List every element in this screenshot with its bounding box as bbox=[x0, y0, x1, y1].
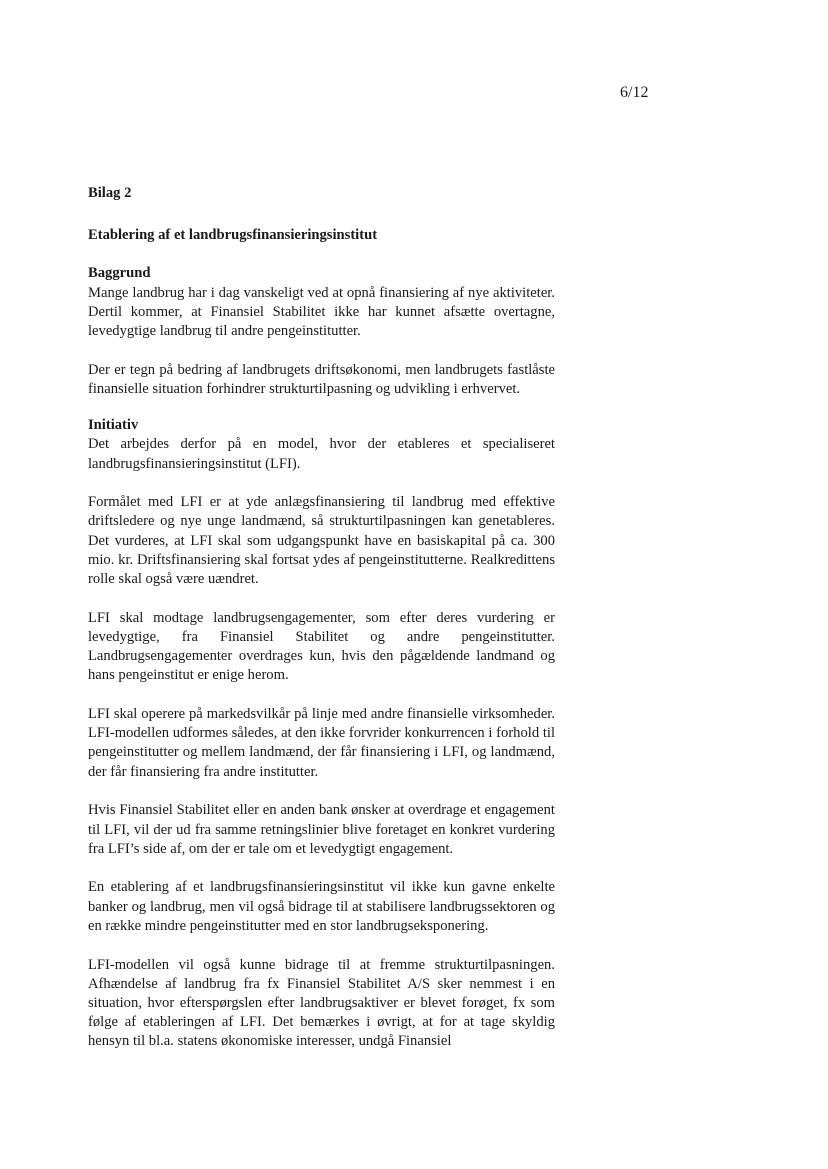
paragraph: Der er tegn på bedring af landbrugets driftsøkonomi, men landbrugets fastlåste finansielle situation forhindrer strukturtilpasning og udvikling i erhvervet. bbox=[88, 361, 555, 397]
appendix-label: Bilag 2 bbox=[88, 185, 132, 201]
paragraph: En etablering af et landbrugsfinansieringsinstitut vil ikke kun gavne enkelte banker og landbrug, men vil også bidrage til at stabilisere landbrugssektoren og en række mindre pengeinstitutter med en stor landbrugseksponering. bbox=[88, 879, 555, 934]
paragraph: LFI skal operere på markedsvilkår på linje med andre finansielle virksomheder. LFI-modellen udformes således, at den ikke forvrider konkurrencen i forhold til pengeinstitutter og mellem landmænd, der får finansiering i LFI, og landmænd, der får finansiering fra andre institutter. bbox=[88, 706, 555, 780]
paragraph: LFI skal modtage landbrugsengagementer, som efter deres vurdering er levedygtige, fra Finansiel Stabilitet og andre pengeinstitutter. Landbrugsengagementer overdrages kun, hvis den pågældende landmand og hans pengeinstitut er enige herom. bbox=[88, 609, 555, 684]
paragraph: Formålet med LFI er at yde anlægsfinansiering til landbrug med effektive driftsledere og nye unge landmænd, så strukturtilpasningen kan genetableres. Det vurderes, at LFI skal som udgangspunkt have en basiskapital på ca. 300 mio. kr. Driftsfinansiering skal fortsat ydes af pengeinstitutterne. Realkredittens rolle skal også være uændret. bbox=[88, 494, 555, 588]
paragraph: LFI-modellen vil også kunne bidrage til at fremme strukturtilpasningen. Afhændelse af landbrug fra fx Finansiel Stabilitet A/S sker nemmest i en situation, hvor efterspørgslen efter landbrugsaktiver er blevet forøget, fx som følge af etableringen af LFI. Det bemærkes i øvrigt, at for at tage skyldig hensyn til bl.a. statens økonomiske interesser, undgå Finansiel bbox=[88, 956, 555, 1050]
document-title: Etablering af et landbrugsfinansieringsinstitut bbox=[88, 227, 378, 244]
paragraph: Det arbejdes derfor på en model, hvor der etableres et specialiseret landbrugsfinansieringsinstitut (LFI). bbox=[88, 436, 555, 472]
section-heading-initiativ: Initiativ bbox=[88, 417, 139, 434]
paragraph: Hvis Finansiel Stabilitet eller en anden bank ønsker at overdrage et engagement til LFI, vil der ud fra samme retningslinier blive foretaget en konkret vurdering fra LFI’s side af, om der er tale om et levedygtigt engagement. bbox=[88, 802, 555, 857]
section-heading-baggrund: Baggrund bbox=[88, 265, 151, 282]
page-number: 6/12 bbox=[620, 84, 649, 101]
document-body bbox=[88, 184, 555, 1071]
paragraph: Mange landbrug har i dag vanskeligt ved at opnå finansiering af nye aktiviteter. Dertil kommer, at Finansiel Stabilitet ikke har kunnet afsætte overtagne, levedygtige landbrug til andre pengeinstitutter. bbox=[88, 284, 555, 340]
